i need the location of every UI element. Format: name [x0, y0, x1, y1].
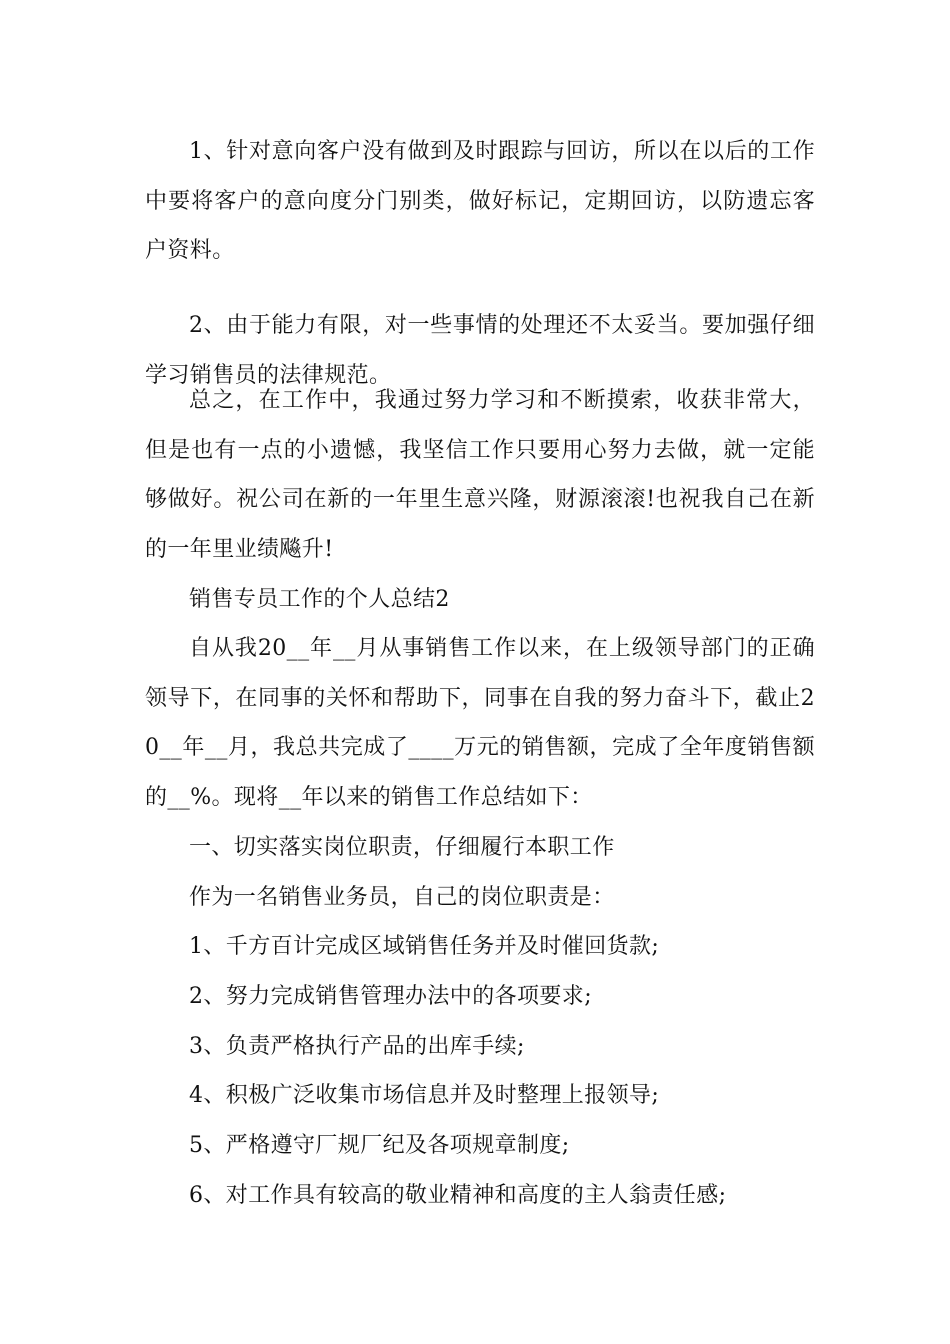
section-heading-summary-2: 销售专员工作的个人总结2	[189, 587, 450, 612]
paragraph-conclusion: 总之，在工作中，我通过努力学习和不断摸索，收获非常大，但是也有一点的小遗憾，我坚信工作只要用心努力去做，就一定能够做好。祝公司在新的一年里生意兴隆，财源滚滚!也祝我自己在新的一年里业绩飚升!	[145, 388, 815, 563]
heading-job-duties: 一、切实落实岗位职责，仔细履行本职工作	[189, 835, 615, 860]
list-item-duty-4: 4、积极广泛收集市场信息并及时整理上报领导;	[189, 1083, 660, 1108]
paragraph-follow-up-clients: 1、针对意向客户没有做到及时跟踪与回访，所以在以后的工作中要将客户的意向度分门别类，做好标记，定期回访，以防遗忘客户资料。	[145, 139, 815, 264]
paragraph-duties-intro: 作为一名销售业务员，自己的岗位职责是：	[189, 885, 615, 910]
list-item-duty-1: 1、千方百计完成区域销售任务并及时催回货款;	[189, 934, 660, 959]
list-item-duty-5: 5、严格遵守厂规厂纪及各项规章制度;	[189, 1133, 570, 1158]
list-item-duty-6: 6、对工作具有较高的敬业精神和高度的主人翁责任感;	[189, 1183, 727, 1208]
paragraph-intro-summary-2: 自从我20__年__月从事销售工作以来，在上级领导部门的正确领导下，在同事的关怀和帮助下，同事在自我的努力奋斗下，截止20__年__月，我总共完成了____万元的销售额，完成了全年度销售额的__%。现将__年以来的销售工作总结如下：	[145, 636, 815, 811]
list-item-duty-3: 3、负责严格执行产品的出库手续;	[189, 1034, 525, 1059]
list-item-duty-2: 2、努力完成销售管理办法中的各项要求;	[189, 984, 593, 1009]
paragraph-ability-limited: 2、由于能力有限，对一些事情的处理还不太妥当。要加强仔细学习销售员的法律规范。	[145, 313, 815, 388]
